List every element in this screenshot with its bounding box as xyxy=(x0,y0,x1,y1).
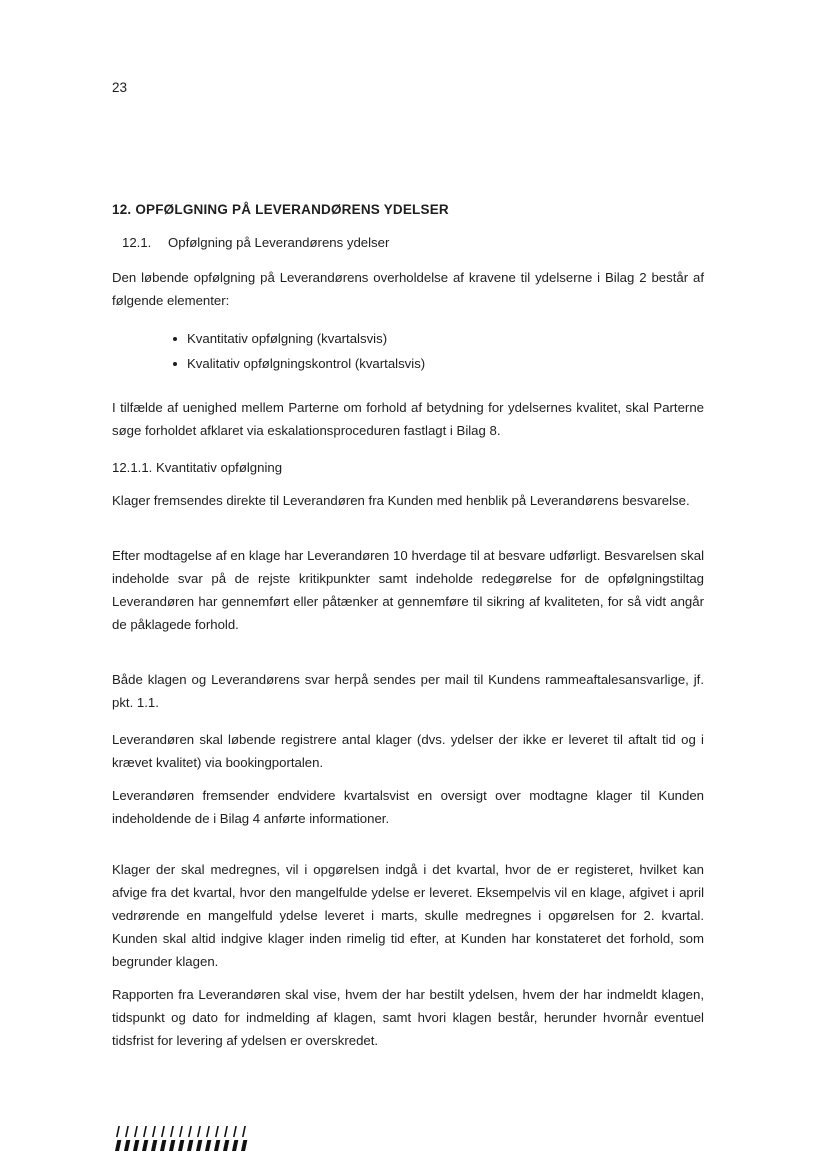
list-item: Kvalitativ opfølgningskontrol (kvartalsvis) xyxy=(173,351,704,376)
paragraph: Rapporten fra Leverandøren skal vise, hvem der har bestilt ydelsen, hvem der har indmeldt klagen, tidspunkt og dato for indmelding af klagen, samt hvori klagen består, herunder hvornår eventuel tidsfrist for levering af ydelsen er overskredet. xyxy=(112,987,704,1048)
paragraph: Både klagen og Leverandørens svar herpå sendes per mail til Kundens rammeaftalesansvarlige, jf. pkt. 1.1. xyxy=(112,672,704,710)
intro-paragraph: Den løbende opfølgning på Leverandørens overholdelse af kravene til ydelserne i Bilag 2 består af følgende elementer: xyxy=(112,270,704,308)
section-title: 12. OPFØLGNING PÅ LEVERANDØRENS YDELSER xyxy=(112,202,449,217)
paragraph: Klager fremsendes direkte til Leverandøren fra Kunden med henblik på Leverandørens besvarelse. xyxy=(112,493,690,508)
paragraph: Leverandøren skal løbende registrere antal klager (dvs. ydelser der ikke er leveret til aftalt tid og i krævet kvalitet) via bookingportalen. xyxy=(112,732,704,770)
subsection-number: 12.1. xyxy=(122,235,152,250)
page-number: 23 xyxy=(112,80,128,95)
list-item: Kvantitativ opfølgning (kvartalsvis) xyxy=(173,326,704,351)
subsection-heading xyxy=(122,231,704,254)
paragraph: Leverandøren fremsender endvidere kvartalsvist en oversigt over modtagne klager til Kunden indeholdende de i Bilag 4 anførte informationer. xyxy=(112,788,704,826)
document-body xyxy=(112,198,704,1052)
paragraph: Klager der skal medregnes, vil i opgørelsen indgå i det kvartal, hvor de er registeret, hvilket kan afvige fra det kvartal, hvor den mangelfulde ydelse er leveret. Eksempelvis vil en klage, afgivet i april vedrørende en mangelfuld ydelse leveret i marts, skulle medregnes i opgørelsen for 2. kvartal. Kunden skal altid indgive klager inden rimelig tid efter, at Kunden har konstateret det forhold, som begrunder klagen. xyxy=(112,862,704,969)
element-list xyxy=(173,326,704,376)
barcode-icon xyxy=(114,1126,250,1152)
subsection-title: Opfølgning på Leverandørens ydelser xyxy=(168,235,390,250)
paragraph: Efter modtagelse af en klage har Leverandøren 10 hverdage til at besvare udførligt. Besvarelsen skal indeholde svar på de rejste kritikpunkter samt indeholde redegørelse for de opfølgningstiltag Leverandøren har gennemført eller påtænker at gennemføre til sikring af kvaliteten, for så vidt angår de påklagede forhold. xyxy=(112,548,704,632)
subsubsection-title: 12.1.1. Kvantitativ opfølgning xyxy=(112,460,283,475)
disagreement-paragraph: I tilfælde af uenighed mellem Parterne om forhold af betydning for ydelsernes kvalitet, skal Parterne søge forholdet afklaret via eskalationsproceduren fastlagt i Bilag 8. xyxy=(112,400,704,438)
